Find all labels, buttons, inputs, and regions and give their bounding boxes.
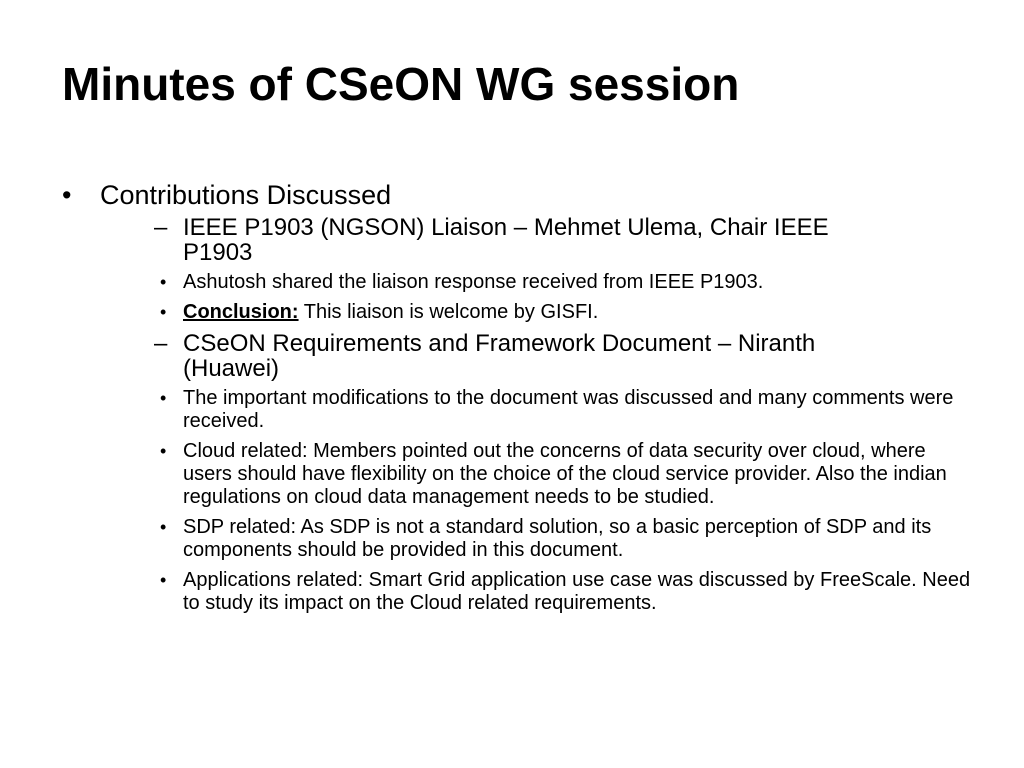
bullet-contributions-discussed: [62, 180, 971, 615]
detail-text: The important modifications to the document was discussed and many comments were received.: [183, 387, 954, 432]
detail-item: [138, 387, 973, 433]
detail-text: Applications related: Smart Grid application use case was discussed by FreeScale. Need to study its impact on the Cloud related requirements.: [183, 569, 971, 614]
bullet-marker: •: [62, 180, 72, 210]
section-heading: Contributions Discussed: [100, 180, 392, 210]
dash-marker: –: [154, 214, 168, 241]
detail-bullet: •: [160, 441, 167, 461]
sub-item-ieee-liaison: [128, 215, 883, 324]
detail-bullet: •: [160, 388, 167, 408]
detail-bullet: •: [160, 302, 167, 322]
detail-list: [160, 271, 883, 324]
detail-bullet: •: [160, 517, 167, 537]
conclusion-label: Conclusion:: [183, 301, 299, 323]
detail-text: Ashutosh shared the liaison response received from IEEE P1903.: [183, 271, 764, 293]
bullet-list: [62, 180, 971, 622]
detail-item: [138, 569, 973, 615]
detail-item-conclusion: [138, 301, 973, 324]
detail-text: SDP related: As SDP is not a standard solution, so a basic perception of SDP and its components should be provided in this document.: [183, 516, 932, 561]
slide-title: Minutes of CSeON WG session: [62, 58, 740, 110]
sub-bullet-list: [100, 214, 971, 615]
detail-list: [160, 387, 971, 615]
detail-item: [138, 516, 973, 562]
detail-item: [138, 440, 973, 509]
sub-item-text: IEEE P1903 (NGSON) Liaison – Mehmet Ulema, Chair IEEE P1903: [183, 214, 829, 266]
detail-bullet: •: [160, 570, 167, 590]
detail-bullet: •: [160, 272, 167, 292]
sub-item-cseon-requirements: [128, 330, 971, 615]
detail-text: Cloud related: Members pointed out the concerns of data security over cloud, where users should have flexibility on the choice of the cloud service provider. Also the indian regulations on cloud data management needs to be studied.: [183, 440, 947, 508]
detail-item: [138, 271, 973, 294]
detail-text: This liaison is welcome by GISFI.: [298, 301, 599, 323]
sub-item-text: CSeON Requirements and Framework Document – Niranth (Huawei): [183, 330, 816, 382]
dash-marker: –: [154, 330, 168, 357]
